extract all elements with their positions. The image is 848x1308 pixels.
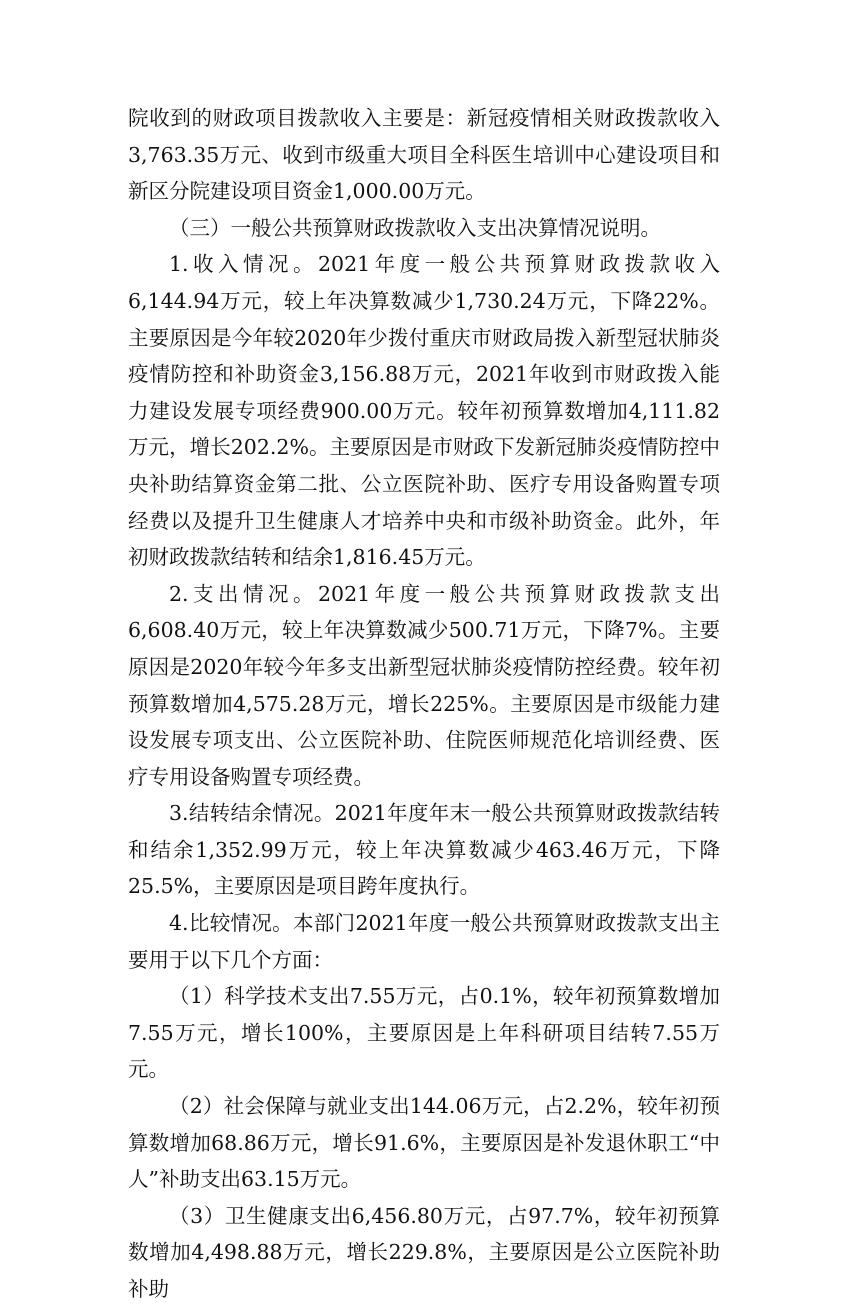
paragraph-health: （3）卫生健康支出6,456.80万元，占97.7%，较年初预算数增加4,498.88万元，增长229.8%，主要原因是公立医院补助补助 bbox=[128, 1203, 720, 1301]
paragraph-social-security: （2）社会保障与就业支出144.06万元，占2.2%，较年初预算数增加68.86万元，增长91.6%，主要原因是补发退休职工“中人”补助支出63.15万元。 bbox=[128, 1094, 720, 1192]
paragraph-continuation: 院收到的财政项目拨款收入主要是：新冠疫情相关财政拨款收入3,763.35万元、收到市级重大项目全科医生培训中心建设项目和新区分院建设项目资金1,000.00万元。 bbox=[128, 106, 720, 204]
paragraph-income: 1.收入情况。2021年度一般公共预算财政拨款收入6,144.94万元，较上年决算数减少1,730.24万元，下降22%。主要原因是今年较2020年少拨付重庆市财政局拨入新型冠状肺炎疫情防控和补助资金3,156.88万元，2021年收到市财政拨入能力建设发展专项经费900.00万元。较年初预算数增加4,111.82万元，增长202.2%。主要原因是市财政下发新冠肺炎疫情防控中央补助结算资金第二批、公立医院补助、医疗专用设备购置专项经费以及提升卫生健康人才培养中央和市级补助资金。此外，年初财政拨款结转和结余1,816.45万元。 bbox=[128, 252, 720, 570]
paragraph-carryover: 3.结转结余情况。2021年度年末一般公共预算财政拨款结转和结余1,352.99万元，较上年决算数减少463.46万元，下降25.5%，主要原因是项目跨年度执行。 bbox=[128, 801, 720, 899]
body-text bbox=[128, 100, 720, 1308]
paragraph-expenditure: 2.支出情况。2021年度一般公共预算财政拨款支出6,608.40万元，较上年决算数减少500.71万元，下降7%。主要原因是2020年较今年多支出新型冠状肺炎疫情防控经费。较年初预算数增加4,575.28万元，增长225%。主要原因是市级能力建设发展专项支出、公立医院补助、住院医师规范化培训经费、医疗专用设备购置专项经费。 bbox=[128, 581, 720, 789]
paragraph-comparison: 4.比较情况。本部门2021年度一般公共预算财政拨款支出主要用于以下几个方面： bbox=[128, 911, 720, 972]
paragraph-science: （1）科学技术支出7.55万元，占0.1%，较年初预算数增加7.55万元，增长100%，主要原因是上年科研项目结转7.55万元。 bbox=[128, 984, 720, 1082]
section-heading: （三）一般公共预算财政拨款收入支出决算情况说明。 bbox=[169, 215, 661, 240]
